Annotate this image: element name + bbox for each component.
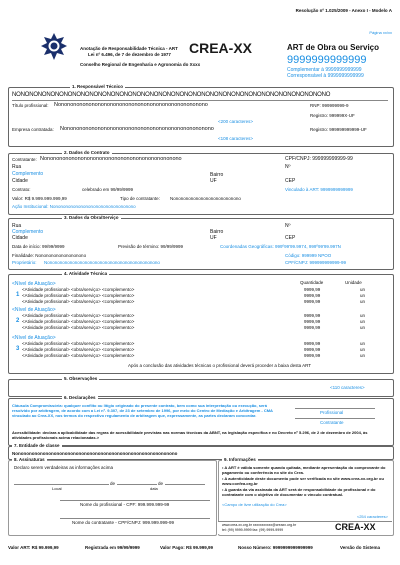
activity-qty: 9999,99 (304, 347, 321, 352)
obra-cidade: Cidade (12, 235, 28, 241)
page-number: Página xx/xx (369, 30, 392, 35)
empresa-value: Nonononononononononononononononononononononononono (60, 126, 214, 132)
resolution-text: Resolução nº 1.025/2009 - Anexo I - Modelo A (295, 8, 392, 13)
activity-text: <Atividade profissional> <obra/serviço> <complemento> (22, 353, 135, 358)
contact-tel: tel: (99) 9999-9999 fax: (99) 9999-9999 (222, 528, 284, 532)
profissional-sig-label: Profissional (320, 410, 344, 415)
obs-chars: <110 caracteres> (330, 385, 365, 390)
activity-text: <Atividade profissional> <obra/serviço> <complemento> (22, 287, 135, 292)
local-label: Local (52, 486, 62, 491)
prof-signature-label: Nome do profissional - CPF: 999.999.999-99 (80, 502, 170, 507)
section-6-title: 6. Declarações (64, 395, 96, 400)
campo-livre: <Campo de livre utilização do Crea> (222, 502, 287, 507)
nivel-number: 2 (16, 318, 20, 324)
previsao-termino: Previsão de término: 99/99/9999 (118, 244, 184, 249)
registrada-em: Registrada em 99/99/9999 (85, 545, 140, 550)
contratante-rua: Rua (12, 164, 22, 170)
activity-qty: 9999,99 (304, 287, 321, 292)
empresa-registro: Registro: 999999999999-UF (310, 127, 367, 132)
obra-rua: Rua (12, 223, 22, 229)
obra-no: Nº (285, 223, 291, 229)
col-quantidade: Quantidade (300, 280, 324, 285)
empresa-label: Empresa contratada: (12, 127, 54, 132)
contratante-uf: UF (210, 178, 217, 184)
activity-footer: Após a conclusão das atividades técnicas o profissional deverá proceder a baixa desta ART (128, 363, 312, 368)
acessibilidade-text: declara a aplicabilidade das regras de acessibilidade previstas nas normas técnicas da ABNT, na legislação específica e no Decreto nº 5.296, de 2 de dezembro de 2004, às atividades profissionais acima relacionadas.> (12, 430, 368, 440)
valor-pago: Valor Pago: R$ 99.999,99 (160, 545, 214, 550)
contr-signature-label: Nome do contratante - CPF/CNPJ: 999.999.999-99 (72, 520, 175, 525)
clausula-compromissoria (12, 403, 277, 418)
activity-qty: 9999,99 (304, 319, 321, 324)
obra-complemento: Complemento (12, 229, 44, 235)
corresponds-art: Corresponsável à 9999999999999 (287, 73, 364, 79)
activity-unit: un (360, 293, 366, 298)
data-label: data (150, 486, 158, 491)
chars-108: <108 caracteres> (218, 136, 254, 141)
contratante-sig-label: Contratante (320, 420, 344, 425)
activity-text: <Atividade profissional> <obra/serviço> <complemento> (22, 325, 135, 330)
info-item: • A ART é válida somente quando quitada, mediante apresentação do comprovante do pagamento ou conferência no site do Crea. (222, 465, 386, 475)
activity-text: <Atividade profissional> <obra/serviço> <complemento> (22, 347, 135, 352)
clausula-text: qualquer conflito ou litígio originado do presente contrato, bem como sua interpretação ou execução, será resolvido por arbitragem, de acordo com a Lei nº. 9.307, de 23 de setembro de 1996, por meio do Centro de Mediação e Arbitragem - CMA vinculado ao Crea-XX, nos termos do respectivo regulamento de arbitragem que, expressamente, as partes declaram concordar. (12, 403, 273, 418)
section-3-title: 3. Dados da Obra/Serviço (64, 215, 119, 220)
section-4-title: 4. Atividade Técnica (64, 271, 108, 276)
info-item: • A autenticidade deste documento pode ser verificada no site www.crea-xx.org.br ou www.confea.org.br (222, 476, 384, 486)
section-1-title: 1. Responsável Técnico (72, 84, 124, 89)
contrato-celebrado: celebrado em 99/99/9999 (82, 187, 134, 192)
nivel-number: 3 (16, 346, 20, 352)
data-inicio: Data de início: 99/99/9999 (12, 244, 65, 249)
activity-unit: un (360, 313, 366, 318)
titulo-value: Nonononononononononononononononononononononononono (54, 102, 208, 108)
section-8-title: 8. Assinaturas (14, 457, 45, 462)
nivel-number: 1 (16, 292, 20, 298)
activity-qty: 9999,99 (304, 299, 321, 304)
contratante-no: Nº (285, 164, 291, 170)
versao-sistema: Versão do Sistema (340, 545, 381, 550)
sig-de-2: de (158, 481, 164, 486)
doc-title: Anotação de Responsabilidade Técnica - ART (80, 46, 178, 51)
tipo-contratante-value: Nononononononononononononono (170, 196, 241, 201)
contratante-complemento: Complemento (12, 171, 44, 177)
acessibilidade (12, 430, 387, 440)
contratante-cep: CEP (285, 178, 296, 184)
codigo: Código: 999999 NPOO (285, 253, 332, 258)
crea-logo: CREA-XX (189, 40, 253, 56)
info-chars: <254 caracteres> (356, 514, 388, 519)
declaro-text: Declaro serem verdadeiras as informações acima (14, 465, 114, 470)
acao-institucional: Ação Institucional: Nonononononononononononononononono (12, 204, 136, 209)
obra-cep: CEP (285, 235, 296, 241)
proprietario-cpf: CPF/CNPJ: 999999999999-99 (285, 260, 347, 265)
contact-site[interactable]: www.crea-xx.org.br xxxxxxxxxxx@creaxx.org.br (222, 523, 297, 527)
contratante-bairro: Bairro (210, 172, 224, 178)
section-7-title: 7. Entidade de classe (14, 443, 60, 448)
activity-qty: 9999,99 (304, 313, 321, 318)
contratante-label: Contratante: (12, 157, 37, 162)
sig-de-1: de (110, 481, 116, 486)
activity-qty: 9999,99 (304, 325, 321, 330)
activity-text: <Atividade profissional> <obra/serviço> <complemento> (22, 299, 135, 304)
nivel-atuacao: <Nível de Atuação> (12, 335, 56, 341)
section-5-title: 5. Observações (64, 376, 98, 381)
proprietario-value: Nonononononononononononononononononononononono (44, 260, 160, 265)
valor-art: Valor ART: R$ 99.999,99 (8, 545, 59, 550)
contratante-cpf: CPF/CNPJ: 999999999999-99 (285, 156, 353, 162)
law-text: Lei nº 6.496, de 7 de dezembro de 1977 (88, 52, 171, 57)
coordenadas: Coordenadas Geográficas: 999º99'99.9974, 999º99'99.997N (220, 244, 341, 249)
titulo-label: Título profissional: (12, 103, 49, 108)
section-2-title: 2. Dados do Contrato (64, 150, 110, 155)
art-title: ART de Obra ou Serviço (287, 43, 380, 52)
nivel-atuacao: <Nível de Atuação> (12, 281, 56, 287)
activity-qty: 9999,99 (304, 293, 321, 298)
activity-unit: un (360, 299, 366, 304)
activity-text: <Atividade profissional> <obra/serviço> <complemento> (22, 319, 135, 324)
nivel-atuacao: <Nível de Atuação> (12, 307, 56, 313)
obra-bairro: Bairro (210, 229, 224, 235)
entidade-value: Nononononononononononononononononononononononononononononono (12, 451, 178, 456)
coat-of-arms-logo (40, 32, 68, 62)
finalidade: Finalidade: Nononononononononono (12, 253, 87, 258)
activity-qty: 9999,99 (304, 341, 321, 346)
acessibilidade-title: Acessibilidade: (12, 430, 42, 435)
activity-text: <Atividade profissional> <obra/serviço> <complemento> (22, 313, 135, 318)
contrato-valor: Valor: R$ 9.999.999.999,99 (12, 196, 67, 201)
contratante-value: Nonononononononononononononononononononononono (40, 156, 182, 162)
vinculado-art: Vinculado à ART: 9999999999999 (285, 187, 353, 192)
obra-uf: UF (210, 235, 217, 241)
col-unidade: Unidade (345, 280, 362, 285)
section-9-title: 9. Informações (224, 457, 256, 462)
activity-unit: un (360, 347, 366, 352)
council-name: Conselho Regional de Engenharia e Agronomia do Xxxx (80, 62, 201, 67)
contratante-cidade: Cidade (12, 178, 28, 184)
contrato-label: Contrato: (12, 187, 31, 192)
info-item: • A guarda da via assinada da ART será de responsabilidade do profissional e do contratante com o objetivo de documentar o vínculo contratual. (222, 487, 376, 497)
responsavel-name: NONONONONONONONONONONONONONONONONONONONONONONONONONONONONONONONONONONONONO (12, 92, 331, 98)
complement-art: Complementar à 9999999999999 (287, 67, 362, 73)
proprietario-label: Proprietário: (12, 260, 37, 265)
clausula-title: Cláusula Compromissória: (12, 403, 63, 408)
rnp-value: RNP: 999999999-9 (310, 103, 349, 108)
crea-footer-logo: CREA-XX (335, 522, 376, 532)
nosso-numero: Nosso Número: 9999999999999999 (238, 545, 313, 550)
activity-unit: un (360, 353, 366, 358)
activity-unit: un (360, 325, 366, 330)
activity-unit: un (360, 341, 366, 346)
activity-unit: un (360, 287, 366, 292)
chars-200: <200 caracteres> (218, 119, 254, 124)
activity-qty: 9999,99 (304, 353, 321, 358)
activity-text: <Atividade profissional> <obra/serviço> <complemento> (22, 341, 135, 346)
tipo-contratante-label: Tipo de contratante: (120, 196, 160, 201)
registro-value: Registro: 999999X-UF (310, 113, 355, 118)
art-number: 9999999999999 (287, 54, 367, 66)
activity-unit: un (360, 319, 366, 324)
activity-text: <Atividade profissional> <obra/serviço> <complemento> (22, 293, 135, 298)
